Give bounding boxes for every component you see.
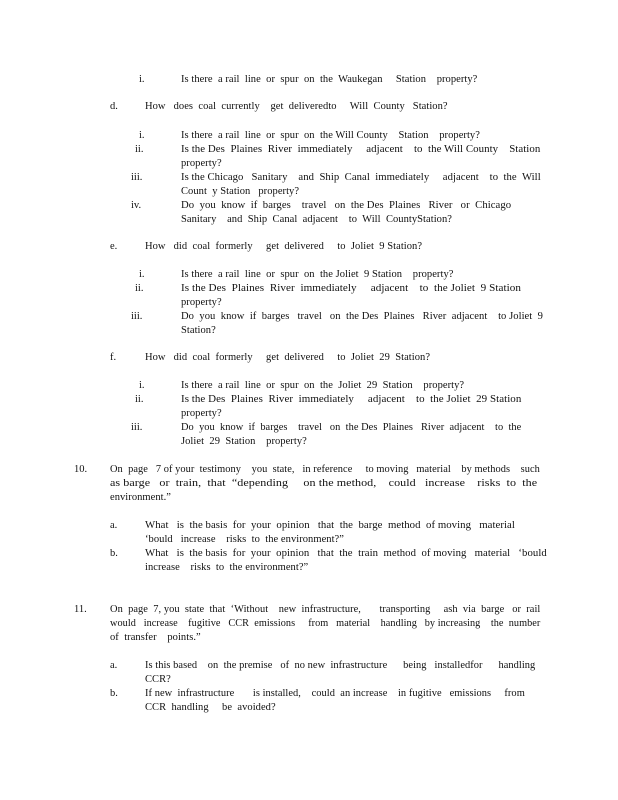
item-text-d-iii-line-2: Count y Station property?: [181, 186, 300, 197]
item-label-q10: 10.: [74, 464, 88, 475]
item-text-q10-a-line-1: What is the basis for your opinion that the barge method of moving material: [145, 520, 515, 531]
item-text-q11-line-3: of transfer points.”: [110, 632, 201, 643]
item-text-q11-b-line-2: CCR handling be avoided?: [145, 702, 276, 713]
item-label-c-i: i.: [139, 74, 145, 85]
item-label-e-ii: ii.: [135, 283, 144, 294]
item-text-q10-line-3: environment.”: [110, 492, 172, 503]
item-text-q10-b-line-2: increase risks to the environment?”: [145, 562, 309, 573]
item-text-d-i-line-1: Is there a rail line or spur on the Will County Station property?: [181, 130, 480, 141]
item-text-c-i-line-1: Is there a rail line or spur on the Waukegan Station property?: [181, 74, 478, 85]
item-label-q11: 11.: [74, 604, 87, 615]
item-label-q11-b: b.: [110, 688, 118, 699]
item-text-q11-a-line-2: CCR?: [145, 674, 171, 685]
item-text-q11-line-1: On page 7, you state that ‘Without new infrastructure, transporting ash via barge or rail: [110, 604, 541, 615]
item-text-q10-a-line-2: ‘bould increase risks to the environment?”: [145, 534, 344, 545]
item-text-f-iii-line-2: Joliet 29 Station property?: [181, 436, 307, 447]
item-text-e-ii-line-1: Is the Des Plaines River immediately adjacent to the Joliet 9 Station: [181, 283, 521, 294]
item-label-d-iii: iii.: [131, 172, 143, 183]
item-label-f: f.: [110, 352, 117, 363]
item-text-q10-line-1: On page 7 of your testimony you state, in reference to moving material by methods such: [110, 464, 540, 475]
item-text-d-iii-line-1: Is the Chicago Sanitary and Ship Canal immediately adjacent to the Will: [181, 172, 541, 183]
item-text-q11-b-line-1: If new infrastructure is installed, could an increase in fugitive emissions from: [145, 688, 525, 699]
item-text-f-i-line-1: Is there a rail line or spur on the Joliet 29 Station property?: [181, 380, 465, 391]
item-text-f-iii-line-1: Do you know if barges travel on the Des Plaines River adjacent to the: [181, 422, 522, 433]
item-label-q11-a: a.: [110, 660, 118, 671]
item-text-q10-line-2: as barge or train, that “depending on the method, could increase risks to the: [110, 478, 538, 489]
item-label-d: d.: [110, 101, 118, 112]
item-label-q10-a: a.: [110, 520, 118, 531]
item-text-f-line-1: How did coal formerly get delivered to Joliet 29 Station?: [145, 352, 431, 363]
item-text-e-iii-line-2: Station?: [181, 325, 216, 336]
item-label-d-i: i.: [139, 130, 145, 141]
item-text-f-ii-line-1: Is the Des Plaines River immediately adjacent to the Joliet 29 Station: [181, 394, 522, 405]
item-text-e-i-line-1: Is there a rail line or spur on the Joliet 9 Station property?: [181, 269, 454, 280]
item-label-d-iv: iv.: [131, 200, 142, 211]
item-text-q10-b-line-1: What is the basis for your opinion that the train method of moving material ‘bould: [145, 548, 547, 559]
item-text-d-iv-line-2: Sanitary and Ship Canal adjacent to Will CountyStation?: [181, 214, 452, 225]
item-text-d-ii-line-2: property?: [181, 158, 222, 169]
item-text-q11-a-line-1: Is this based on the premise of no new infrastructure being installedfor handling: [145, 660, 536, 671]
item-text-e-iii-line-1: Do you know if barges travel on the Des Plaines River adjacent to Joliet 9: [181, 311, 543, 322]
item-text-e-ii-line-2: property?: [181, 297, 222, 308]
item-label-e: e.: [110, 241, 118, 252]
item-label-e-i: i.: [139, 269, 145, 280]
item-label-d-ii: ii.: [135, 144, 144, 155]
item-text-q11-line-2: would increase fugitive CCR emissions from material handling by increasing the number: [110, 618, 541, 629]
item-text-f-ii-line-2: property?: [181, 408, 222, 419]
item-text-d-ii-line-1: Is the Des Plaines River immediately adjacent to the Will County Station: [181, 144, 541, 155]
item-text-d-iv-line-1: Do you know if barges travel on the Des Plaines River or Chicago: [181, 200, 512, 211]
item-label-q10-b: b.: [110, 548, 118, 559]
item-label-e-iii: iii.: [131, 311, 143, 322]
item-label-f-iii: iii.: [131, 422, 143, 433]
item-label-f-i: i.: [139, 380, 145, 391]
item-text-d-line-1: How does coal currently get deliveredto Will County Station?: [145, 101, 448, 112]
item-text-e-line-1: How did coal formerly get delivered to Joliet 9 Station?: [145, 241, 423, 252]
item-label-f-ii: ii.: [135, 394, 144, 405]
